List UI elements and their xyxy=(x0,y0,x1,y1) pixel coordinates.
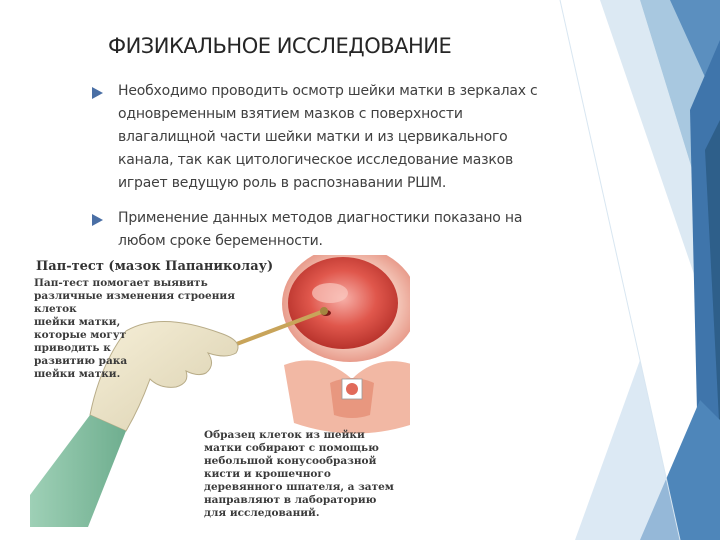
figure-title: Пап-тест (мазок Папаниколау) xyxy=(36,259,274,274)
bullet-item xyxy=(92,207,562,253)
figure-caption-bottom: Образец клеток из шейки матки собирают с помощью небольшой конусообразной кисти и крошечного деревянного шпателя, а затем направляют в лабораторию для исследований. xyxy=(204,429,394,519)
bullet-item xyxy=(92,80,562,195)
bullet-text: Необходимо проводить осмотр шейки матки в зеркалах с одновременным взятием мазков с поверхности влагалищной части шейки матки и из цервикального канала, так как цитологическое исследование мазков играет ведущую роль в распознавании РШМ. xyxy=(118,83,538,191)
bullet-list xyxy=(92,80,562,265)
slide-title: ФИЗИКАЛЬНОЕ ИССЛЕДОВАНИЕ xyxy=(108,34,452,58)
cervix-image xyxy=(282,255,410,362)
bullet-text: Применение данных методов диагностики показано на любом сроке беременности. xyxy=(118,210,523,249)
anatomy-inset xyxy=(284,360,410,433)
pap-test-illustration xyxy=(30,255,410,527)
figure-caption-left: Пап-тест помогает выявить различные изменения строения клеток шейки матки, которые могут приводить к развитию рака шейки матки. xyxy=(34,277,235,380)
bullet-arrow-icon xyxy=(92,214,103,226)
bullet-arrow-icon xyxy=(92,87,103,99)
